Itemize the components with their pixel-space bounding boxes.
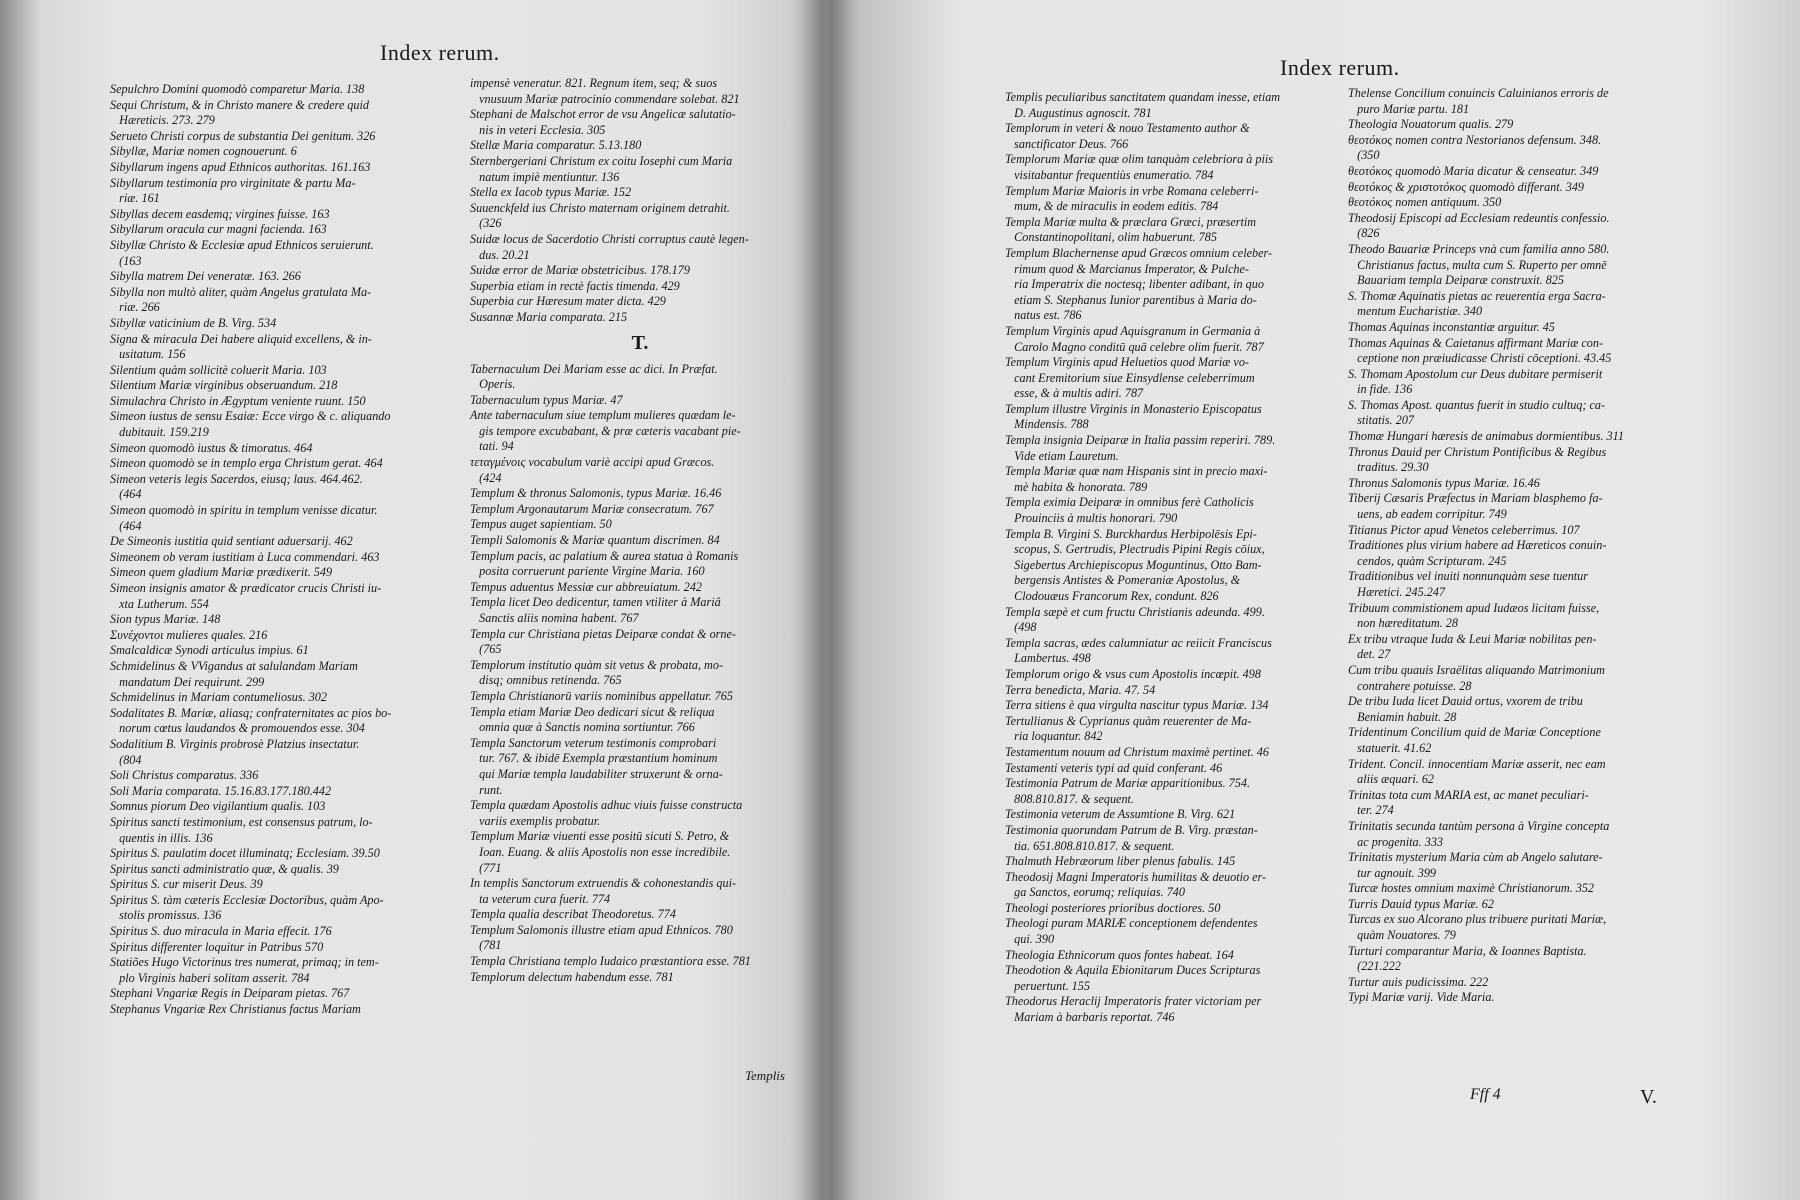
index-entry: peruertunt. 155 bbox=[1005, 978, 1090, 993]
index-entry: natum impiè mentiuntur. 136 bbox=[470, 169, 620, 184]
index-entry: De tribu Iuda licet Dauid ortus, vxorem de tribu bbox=[1348, 694, 1583, 709]
index-entry: mentum Eucharistiæ. 340 bbox=[1348, 304, 1483, 319]
index-entry: Soli Christus comparatus. 336 bbox=[110, 768, 259, 783]
right-catchword: V. bbox=[1640, 1086, 1657, 1108]
left-catchword: Templis bbox=[745, 1068, 785, 1083]
index-entry: Hæretici. 245.247 bbox=[1348, 585, 1446, 599]
index-entry: scopus, S. Gertrudis, Plectrudis Pipini Regis cōiux, bbox=[1005, 542, 1265, 557]
index-entry: qui Mariæ templa laudabiliter struxerunt & orna- bbox=[470, 766, 723, 781]
index-entry: Thomas Aquinas & Caietanus affirmant Mariæ con- bbox=[1348, 335, 1604, 350]
index-entry: traditus. 29.30 bbox=[1348, 460, 1429, 475]
index-entry: (464 bbox=[110, 518, 142, 533]
index-entry: Simeon iustus de sensu Esaiæ: Ecce virgo & c. aliquando bbox=[110, 409, 391, 424]
index-entry: (326 bbox=[470, 216, 502, 231]
index-entry: Terra sitiens è qua virgulta nascitur typus Mariæ. 134 bbox=[1005, 698, 1269, 713]
left-index-column-2 bbox=[470, 76, 810, 985]
index-entry: Bauariam templa Deiparæ construxit. 825 bbox=[1348, 273, 1564, 288]
index-entry: (350 bbox=[1348, 148, 1380, 163]
index-entry: Simeon insignis amator & prædicator crucis Christi iu- bbox=[110, 581, 382, 595]
index-entry: Mindensis. 788 bbox=[1005, 417, 1089, 432]
index-entry: Testamenti veteris typi ad quid conferant. 46 bbox=[1005, 760, 1223, 775]
index-entry: Lambertus. 498 bbox=[1005, 651, 1091, 666]
index-entry: Sibylla non multò aliter, quàm Angelus gratulata Ma- bbox=[110, 284, 372, 299]
index-entry: Hæreticis. 273. 279 bbox=[110, 113, 215, 128]
index-entry: Templum pacis, ac palatium & aurea statua à Romanis bbox=[470, 548, 739, 563]
index-entry: Simeon quomodò iustus & timoratus. 464 bbox=[110, 440, 313, 455]
index-entry: Templa etiam Mariæ Deo dedicari sicut & reliqua bbox=[470, 704, 715, 719]
index-entry: De Simeonis iustitia quid sentiant aduersarij. 462 bbox=[110, 534, 353, 549]
index-entry: 808.810.817. & sequent. bbox=[1005, 791, 1134, 806]
index-entry: (771 bbox=[470, 860, 502, 875]
index-entry: Sibyllarum oracula cur magni facienda. 163 bbox=[110, 222, 327, 237]
index-entry: Trinitatis mysterium Maria cùm ab Angelo salutare- bbox=[1348, 850, 1603, 865]
index-entry: cant Eremitorium siue Einsydlense celeberrimum bbox=[1005, 370, 1255, 385]
index-entry: Theodosij Episcopi ad Ecclesiam redeuntis confessio. bbox=[1348, 210, 1610, 225]
index-entry: det. 27 bbox=[1348, 647, 1391, 662]
index-entry: ta veterum cura fuerit. 774 bbox=[470, 891, 611, 906]
index-entry: Συνέχοντοι mulieres quales. 216 bbox=[110, 627, 268, 642]
index-entry: ceptione non præiudicasse Christi cōceptioni. 43.45 bbox=[1348, 351, 1612, 366]
index-entry: θεοτόκος quomodò Maria dicatur & censeatur. 349 bbox=[1348, 163, 1599, 178]
index-entry: Silentium quàm sollicitè coluerit Maria. 103 bbox=[110, 362, 327, 377]
index-entry: nis in veteri Ecclesia. 305 bbox=[470, 122, 606, 137]
index-entry: Vide etiam Lauretum. bbox=[1005, 448, 1119, 463]
index-entry: Beniamin habuit. 28 bbox=[1348, 709, 1457, 724]
index-entry: Templa Mariæ multa & præclara Græci, præsertim bbox=[1005, 214, 1257, 229]
index-entry: Templum Blachernense apud Græcos omnium celeber- bbox=[1005, 245, 1273, 260]
index-entry: Susannæ Maria comparata. 215 bbox=[470, 309, 628, 324]
index-entry: mandatum Dei requirunt. 299 bbox=[110, 674, 265, 689]
index-entry: runt. bbox=[470, 782, 503, 797]
index-entry: ter. 274 bbox=[1348, 803, 1394, 818]
index-entry: Spiritus S. duo miracula in Maria effecit. 176 bbox=[110, 924, 332, 939]
index-entry: xta Lutherum. 554 bbox=[110, 596, 209, 611]
index-entry: etiam S. Stephanus Iunior parentibus à Maria do- bbox=[1005, 292, 1257, 307]
index-entry: Templum illustre Virginis in Monasterio Episcopatus bbox=[1005, 401, 1262, 416]
index-entry: Serueto Christi corpus de substantia Dei genitum. 326 bbox=[110, 128, 376, 143]
index-entry: Ante tabernaculum siue templum mulieres quædam le- bbox=[470, 408, 736, 423]
index-entry: riæ. 161 bbox=[110, 191, 160, 206]
index-entry: Simeon quomodò se in templo erga Christum gerat. 464 bbox=[110, 456, 383, 471]
index-entry: Theologi puram MARIÆ conceptionem defendentes bbox=[1005, 916, 1258, 931]
index-entry: Carolo Magno conditū quā celebre olim fuerit. 787 bbox=[1005, 339, 1264, 354]
index-entry: Sibyllæ Christo & Ecclesiæ apud Ethnicos seruierunt. bbox=[110, 237, 374, 252]
left-index-column-1 bbox=[110, 82, 470, 1018]
index-entry: quentis in illis. 136 bbox=[110, 830, 213, 845]
index-entry: bergensis Antistes & Pomeraniæ Apostolus, & bbox=[1005, 573, 1241, 588]
index-entry: disq; omnibus retinenda. 765 bbox=[470, 673, 622, 688]
index-entry: qui. 390 bbox=[1005, 932, 1055, 947]
index-entry: Schmidelinus & VVigandus at salulandam Mariam bbox=[110, 658, 358, 673]
index-entry: tur agnouit. 399 bbox=[1348, 865, 1437, 880]
index-entry: Superbia cur Hæresum mater dicta. 429 bbox=[470, 294, 666, 309]
index-entry: Signa & miracula Dei habere aliquid excellens, & in- bbox=[110, 331, 372, 346]
index-entry: Stephani de Malschot error de vsu Angelicæ salutatio- bbox=[470, 107, 736, 122]
index-entry: Somnus piorum Deo vigilantium qualis. 103 bbox=[110, 799, 326, 814]
index-entry: (781 bbox=[470, 938, 502, 953]
index-entry: D. Augustinus agnoscit. 781 bbox=[1005, 105, 1152, 120]
index-entry: non hæreditatum. 28 bbox=[1348, 616, 1458, 631]
index-entry: Soli Maria comparata. 15.16.83.177.180.442 bbox=[110, 783, 332, 798]
index-entry: (424 bbox=[470, 470, 502, 485]
index-entry: Sigebertus Archiepiscopus Moguntinus, Otto Bam- bbox=[1005, 557, 1262, 572]
index-entry: norum cœtus laudandos & promouendos esse. 304 bbox=[110, 721, 365, 736]
index-entry: Templa sæpè et cum fructu Christianis adeunda. 499. bbox=[1005, 604, 1265, 619]
index-entry: Thomas Aquinas inconstantiæ arguitur. 45 bbox=[1348, 319, 1555, 334]
index-entry: Theodo Bauariæ Princeps vnà cum familia anno 580. bbox=[1348, 241, 1610, 256]
index-entry: ria loquantur. 842 bbox=[1005, 729, 1103, 744]
right-page bbox=[860, 0, 1800, 1200]
index-entry: Simulachra Christo in Ægyptum veniente ruunt. 150 bbox=[110, 393, 366, 408]
index-entry: gis tempore excubabant, & præ cæteris vacabant pie- bbox=[470, 423, 741, 438]
index-entry: Tridentinum Concilium quid de Mariæ Conceptione bbox=[1348, 725, 1601, 740]
index-entry: Traditiones plus virium habere ad Hæreticos conuin- bbox=[1348, 538, 1607, 553]
index-entry: vnusuum Mariæ patrocinio commendare solebat. 821 bbox=[470, 91, 740, 106]
index-entry: Tempus auget sapientiam. 50 bbox=[470, 517, 612, 532]
index-entry: Trinitas tota cum MARIA est, ac manet peculiari- bbox=[1348, 787, 1589, 802]
index-entry: ac progenita. 333 bbox=[1348, 834, 1444, 849]
index-entry: Sibyllas decem easdemq; virgines fuisse. 163 bbox=[110, 206, 330, 221]
index-entry: esse, & à multis adiri. 787 bbox=[1005, 386, 1144, 401]
index-entry: Sodalitium B. Virginis probrosè Platzius insectatur. bbox=[110, 736, 360, 751]
index-entry: Stellæ Maria comparatur. 5.13.180 bbox=[470, 138, 642, 153]
index-entry: Templum Virginis apud Heluetios quod Mariæ vo- bbox=[1005, 355, 1249, 370]
index-entry: Spiritus S. cur miserit Deus. 39 bbox=[110, 877, 263, 892]
index-entry: Testamentum nouum ad Christum maximè pertinet. 46 bbox=[1005, 744, 1269, 759]
index-entry: Stephani Vngariæ Regis in Deiparam pietas. 767 bbox=[110, 986, 350, 1001]
index-entry: Stephanus Vngariæ Rex Christianus factus Mariam bbox=[110, 1002, 361, 1017]
index-entry: Sodalitates B. Mariæ, aliasq; confraternitates ac pios bo- bbox=[110, 705, 392, 720]
index-entry: Templa Sanctorum veterum testimonis comprobari bbox=[470, 735, 717, 750]
index-entry: τεταγμένοις vocabulum variè accipi apud Græcos. bbox=[470, 455, 715, 470]
index-entry: Suidæ error de Mariæ obstetricibus. 178.179 bbox=[470, 263, 690, 278]
right-index-column-2 bbox=[1348, 86, 1684, 1006]
index-entry: Theologia Nouatorum qualis. 279 bbox=[1348, 117, 1514, 132]
index-entry: Constantinopolitani, olim habuerunt. 785 bbox=[1005, 230, 1217, 245]
index-entry: Templum & thronus Salomonis, typus Mariæ. 16.46 bbox=[470, 486, 722, 501]
index-entry: Tribuum commistionem apud Iudæos licitam fuisse, bbox=[1348, 600, 1600, 615]
index-entry: posita corruerunt pariente Virgine Maria. 160 bbox=[470, 564, 705, 579]
index-entry: Templa sacras, ædes calumniatur ac reiicit Franciscus bbox=[1005, 635, 1272, 650]
right-index-column-1 bbox=[1005, 90, 1365, 1026]
index-entry: Theodosij Magni Imperatoris humilitas & deuotio er- bbox=[1005, 869, 1267, 884]
index-entry: uens, ab eadem corripitur. 749 bbox=[1348, 507, 1507, 522]
index-entry: Tertullianus & Cyprianus quàm reuerenter de Ma- bbox=[1005, 713, 1252, 728]
index-entry: Spiritus differenter loquitur in Patribus 570 bbox=[110, 939, 324, 954]
index-entry: ga Sanctos, eorumq; reliquias. 740 bbox=[1005, 885, 1185, 900]
index-entry: Templa Mariæ quæ nam Hispanis sint in precio maxi- bbox=[1005, 464, 1268, 479]
index-entry: rimum quod & Marcianus Imperator, & Pulche- bbox=[1005, 261, 1249, 276]
index-entry: Templa quædam Apostolis adhuc viuis fuisse constructa bbox=[470, 798, 743, 813]
index-entry: Thelense Concilium conuincis Caluinianos erroris de bbox=[1348, 86, 1609, 100]
index-entry: Trinitatis secunda tantùm persona à Virgine concepta bbox=[1348, 818, 1610, 833]
index-entry: Spiritus S. paulatim docet illuminatq; Ecclesiam. 39.50 bbox=[110, 846, 380, 861]
index-entry: Simeon quem gladium Mariæ prædixerit. 549 bbox=[110, 565, 333, 580]
index-entry: Templis peculiaribus sanctitatem quandam inesse, etiam bbox=[1005, 90, 1281, 104]
index-entry: Ex tribu vtraque Iuda & Leui Mariæ nobilitas pen- bbox=[1348, 631, 1597, 646]
index-entry: Testimonia quorundam Patrum de B. Virg. præstan- bbox=[1005, 822, 1258, 837]
index-entry: Smalcaldicæ Synodi articulus impius. 61 bbox=[110, 643, 309, 658]
index-entry: (464 bbox=[110, 487, 142, 502]
index-entry: Ioan. Euang. & aliis Apostolis non esse incredibile. bbox=[470, 844, 731, 859]
index-entry: Tabernaculum typus Mariæ. 47 bbox=[470, 392, 623, 407]
index-entry: Templum Mariæ viuenti esse positū sicuti S. Petro, & bbox=[470, 829, 730, 844]
index-entry: Typi Mariæ varij. Vide Maria. bbox=[1348, 990, 1495, 1005]
index-entry: statuerit. 41.62 bbox=[1348, 740, 1432, 755]
index-entry: Templa Christianorū variis nominibus appellatur. 765 bbox=[470, 688, 733, 703]
index-entry: Spiritus sancti testimonium, est consensus patrum, lo- bbox=[110, 814, 373, 829]
index-entry: Operis. bbox=[470, 377, 516, 392]
index-entry: Templum Mariæ Maioris in vrbe Romana celeberri- bbox=[1005, 183, 1259, 198]
index-entry: dubitauit. 159.219 bbox=[110, 425, 209, 440]
index-entry: Schmidelinus in Mariam contumeliosus. 302 bbox=[110, 690, 327, 705]
index-entry: mum, & de miraculis in eodem editis. 784 bbox=[1005, 199, 1219, 214]
index-entry: Testimonia veterum de Assumtione B. Virg. 621 bbox=[1005, 807, 1236, 822]
index-entry: S. Thomam Apostolum cur Deus dubitare permiserit bbox=[1348, 366, 1603, 381]
right-page-header: Index rerum. bbox=[1280, 55, 1400, 80]
index-entry: Templorum delectum habendum esse. 781 bbox=[470, 969, 674, 984]
index-entry: Templum Virginis apud Aquisgranum in Germania à bbox=[1005, 323, 1261, 338]
index-entry: visitabantur frequentiùs enumeratio. 784 bbox=[1005, 167, 1214, 182]
index-entry: Templa insignia Deiparæ in Italia passim reperiri. 789. bbox=[1005, 433, 1276, 448]
index-entry: Sequi Christum, & in Christo manere & credere quid bbox=[110, 97, 369, 112]
index-entry: S. Thomæ Aquinatis pietas ac reuerentia erga Sacra- bbox=[1348, 288, 1606, 303]
index-entry: Titianus Pictor apud Venetos celeberrimus. 107 bbox=[1348, 522, 1580, 537]
index-entry: Clodouæus Francorum Rex, condunt. 826 bbox=[1005, 589, 1219, 603]
index-entry: Sibylla matrem Dei veneratæ. 163. 266 bbox=[110, 269, 301, 284]
index-entry: θεοτόκος nomen contra Nestorianos defensum. 348. bbox=[1348, 132, 1602, 147]
left-page bbox=[0, 0, 820, 1200]
index-entry: Templa licet Deo dedicentur, tamen vtiliter à Mariâ bbox=[470, 595, 721, 610]
index-entry: Simeon veteris legis Sacerdos, eiusq; laus. 464.462. bbox=[110, 471, 363, 486]
index-entry: Testimonia Patrum de Mariæ apparitionibus. 754. bbox=[1005, 776, 1251, 791]
index-entry: Templa B. Virgini S. Burckhardus Herbipolēsis Epi- bbox=[1005, 526, 1257, 541]
index-entry: Templorum institutio quàm sit vetus & probata, mo- bbox=[470, 657, 724, 672]
index-entry: Spiritus sancti administratio quæ, & qualis. 39 bbox=[110, 861, 339, 876]
index-entry: Templorum origo & vsus cum Apostolis incœpit. 498 bbox=[1005, 666, 1261, 681]
index-entry: Prouinciis à multis honorari. 790 bbox=[1005, 511, 1178, 526]
index-entry: Sion typus Mariæ. 148 bbox=[110, 612, 221, 627]
index-entry: Sternbergeriani Christum ex coitu Iosephi cum Maria bbox=[470, 153, 733, 168]
index-entry: in fide. 136 bbox=[1348, 382, 1413, 397]
index-entry: (498 bbox=[1005, 620, 1037, 635]
left-page-header: Index rerum. bbox=[380, 40, 500, 65]
index-entry: Stella ex Iacob typus Mariæ. 152 bbox=[470, 185, 632, 200]
index-entry: stolis promissus. 136 bbox=[110, 908, 222, 923]
index-entry: Simeon quomodò in spiritu in templum venisse dicatur. bbox=[110, 503, 378, 518]
index-entry: Sanctis aliis nomina habent. 767 bbox=[470, 611, 639, 625]
index-entry: θεοτόκος & χριστοτόκος quomodò differant. 349 bbox=[1348, 179, 1585, 194]
index-entry: Theologia Ethnicorum quos fontes habeat. 164 bbox=[1005, 947, 1234, 962]
index-entry: Templum Salomonis illustre etiam apud Ethnicos. 780 bbox=[470, 922, 733, 937]
index-entry: impensè veneratur. 821. Regnum item, seq; & suos bbox=[470, 76, 718, 90]
index-entry: (221.222 bbox=[1348, 959, 1401, 974]
index-entry: Turris Dauid typus Mariæ. 62 bbox=[1348, 896, 1494, 911]
index-entry: cendos, quàm Scripturam. 245 bbox=[1348, 553, 1507, 568]
index-entry: Cum tribu quauis Israëlitas aliquando Matrimonium bbox=[1348, 662, 1605, 677]
index-entry: Turcæ hostes omnium maximè Christianorum. 352 bbox=[1348, 881, 1595, 896]
index-entry: Turtur auis pudicissima. 222 bbox=[1348, 974, 1489, 989]
index-entry: (826 bbox=[1348, 226, 1380, 241]
index-entry: puro Mariæ partu. 181 bbox=[1348, 101, 1470, 116]
index-entry: plo Virginis haberi solitam asserit. 784 bbox=[110, 970, 310, 985]
signature-mark: Fff 4 bbox=[1470, 1086, 1501, 1103]
index-entry: Thomæ Hungari hæresis de animabus dormientibus. 311 bbox=[1348, 429, 1624, 444]
index-entry: omnia quæ à Sanctis nomina sortiuntur. 766 bbox=[470, 720, 695, 735]
index-entry: Turcas ex suo Alcorano plus tribuere puritati Mariæ, bbox=[1348, 912, 1607, 927]
index-entry: Suidæ locus de Sacerdotio Christi corruptus cautè legen- bbox=[470, 231, 749, 246]
index-entry: θεοτόκος nomen antiquum. 350 bbox=[1348, 195, 1502, 210]
index-entry: (163 bbox=[110, 253, 142, 268]
index-entry: sanctificator Deus. 766 bbox=[1005, 136, 1129, 151]
index-entry: Theodorus Heraclij Imperatoris frater victoriam per bbox=[1005, 994, 1262, 1009]
index-entry: Terra benedicta, Maria. 47. 54 bbox=[1005, 682, 1156, 697]
index-entry: usitatum. 156 bbox=[110, 347, 186, 362]
index-entry: Traditionibus vel inuiti nonnunquàm sese tuentur bbox=[1348, 569, 1589, 584]
index-entry: Sibyllarum testimonia pro virginitate & partu Ma- bbox=[110, 175, 356, 190]
index-entry: Tempus aduentus Messiæ cur abbreuiatum. 242 bbox=[470, 579, 703, 594]
index-entry: Templa Christiana templo Iudaico præstantiora esse. 781 bbox=[470, 954, 751, 969]
section-letter: T. bbox=[631, 331, 649, 354]
index-entry: Thronus Dauid per Christum Pontificibus & Regibus bbox=[1348, 444, 1607, 459]
index-entry: Turturi comparantur Maria, & Ioannes Baptista. bbox=[1348, 943, 1587, 958]
index-entry: mè habita & honorata. 789 bbox=[1005, 479, 1148, 494]
index-entry: Templa eximia Deiparæ in omnibus ferè Catholicis bbox=[1005, 495, 1254, 510]
index-entry: (804 bbox=[110, 752, 142, 767]
index-entry: Templorum in veteri & nouo Testamento author & bbox=[1005, 121, 1250, 136]
index-entry: Tabernaculum Dei Mariam esse ac dici. In Præfat. bbox=[470, 361, 718, 376]
index-entry: In templis Sanctorum extruendis & cohonestandis qui- bbox=[470, 876, 737, 891]
index-entry: Thalmuth Hebræorum liber plenus fabulis. 145 bbox=[1005, 854, 1236, 869]
index-entry: (765 bbox=[470, 642, 502, 657]
index-entry: Simeonem ob veram iustitiam à Luca commendari. 463 bbox=[110, 549, 380, 564]
index-entry: Tiberij Cæsaris Præfectus in Mariam blasphemo fa- bbox=[1348, 491, 1603, 506]
index-entry: aliis æquari. 62 bbox=[1348, 772, 1435, 787]
index-entry: Trident. Concil. innocentiam Mariæ asserit, nec eam bbox=[1348, 756, 1606, 771]
index-entry: S. Thomas Apost. quantus fuerit in studio cultuq; ca- bbox=[1348, 397, 1606, 412]
index-entry: Templi Salomonis & Mariæ quantum discrimen. 84 bbox=[470, 533, 720, 548]
index-entry: ria Imperatrix die noctesq; libenter adibant, in quo bbox=[1005, 277, 1264, 292]
index-entry: quàm Nouatores. 79 bbox=[1348, 928, 1456, 943]
index-entry: Silentium Mariæ virginibus obseruandum. 218 bbox=[110, 378, 338, 393]
index-entry: tati. 94 bbox=[470, 439, 514, 454]
index-entry: riæ. 266 bbox=[110, 300, 160, 315]
index-entry: Templa qualia describat Theodoretus. 774 bbox=[470, 907, 676, 922]
index-entry: Sibyllæ vaticinium de B. Virg. 534 bbox=[110, 315, 277, 330]
index-entry: Templum Argonautarum Mariæ consecratum. 767 bbox=[470, 501, 714, 516]
index-entry: variis exemplis probatur. bbox=[470, 813, 601, 828]
index-entry: Spiritus S. tàm cæteris Ecclesiæ Doctoribus, quàm Apo- bbox=[110, 892, 384, 907]
index-entry: Sibyllæ, Mariæ nomen cognouerunt. 6 bbox=[110, 144, 297, 159]
index-entry: Statiões Hugo Victorinus tres numerat, primaq; in tem- bbox=[110, 955, 379, 970]
index-entry: tur. 767. & ibidē Exempla præstantium hominum bbox=[470, 751, 718, 766]
index-entry: natus est. 786 bbox=[1005, 308, 1082, 323]
index-entry: Theodotion & Aquila Ebionitarum Duces Scripturas bbox=[1005, 963, 1261, 978]
index-entry: Suuenckfeld ius Christo maternam originem detrahit. bbox=[470, 200, 730, 215]
index-entry: Sepulchro Domini quomodò comparetur Maria. 138 bbox=[110, 82, 365, 96]
index-entry: Thronus Salomonis typus Mariæ. 16.46 bbox=[1348, 475, 1540, 490]
index-entry: Templorum Mariæ quæ olim tanquàm celebriora à piis bbox=[1005, 152, 1274, 167]
index-entry: Theologi posteriores prioribus doctiores. 50 bbox=[1005, 900, 1221, 915]
index-entry: dus. 20.21 bbox=[470, 247, 530, 262]
index-entry: stitatis. 207 bbox=[1348, 413, 1415, 428]
index-entry: Sibyllarum ingens apud Ethnicos authoritas. 161.163 bbox=[110, 159, 371, 174]
index-entry: tia. 651.808.810.817. & sequent. bbox=[1005, 838, 1175, 853]
index-entry: contrahere potuisse. 28 bbox=[1348, 678, 1472, 693]
index-entry: Templa cur Christiana pietas Deiparæ condat & orne- bbox=[470, 626, 736, 641]
index-entry: Mariam à barbaris reportat. 746 bbox=[1005, 1010, 1175, 1025]
index-entry: Christianus factus, multa cum S. Ruperto per omnē bbox=[1348, 257, 1607, 272]
index-entry: Superbia etiam in rectè factis timenda. 429 bbox=[470, 278, 680, 293]
